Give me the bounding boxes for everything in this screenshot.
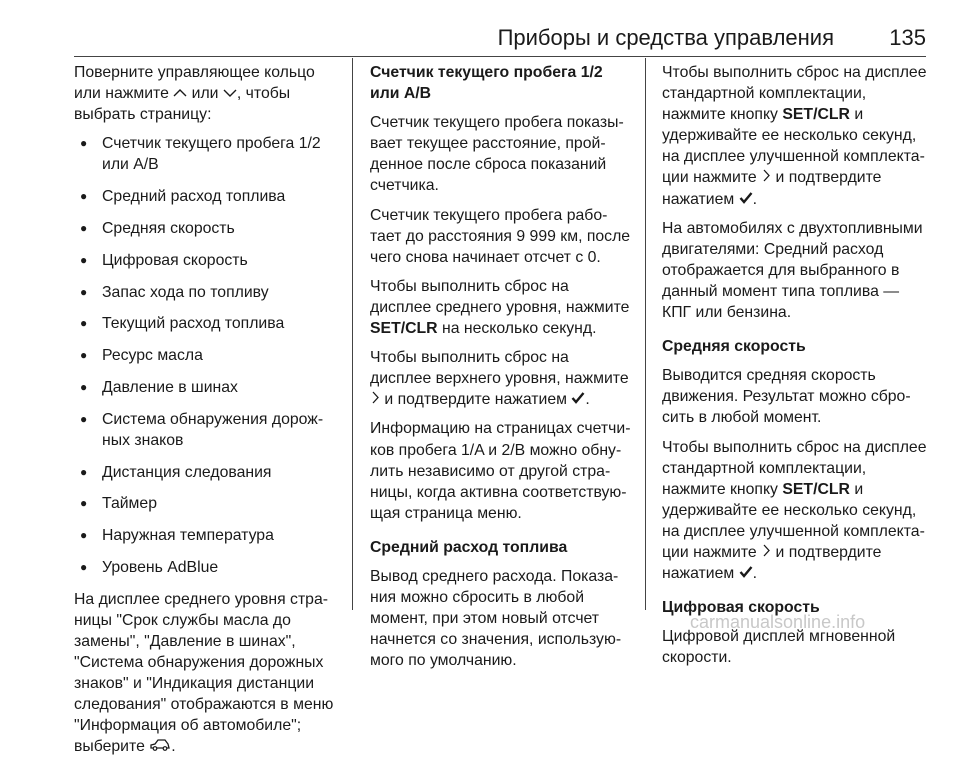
page-header [74,22,926,54]
paragraph: Выводится средняя скорость движения. Результат можно сбросить в любой момент. [662,367,911,427]
check-icon [571,389,585,410]
list-item: ● Ресурс масла [74,345,344,366]
watermark: carmanualsonline.info [690,612,866,632]
list-item: ● Уровень AdBlue [74,557,344,578]
list-item: ● Давление в шинах [74,377,344,398]
paragraph: Счетчик текущего пробега работает до расстояния 9 999 км, после чего снова начинает отсчет с 0. [370,206,631,266]
paragraph: Информацию на страницах счетчиков пробега 1/A и 2/B можно обнулить независимо от другой страницы, когда активна соответствующая страница меню. [370,420,631,522]
list-item: ● Система обнаружения дорожных знаков [74,409,344,451]
column-divider [352,58,353,610]
paragraph: Чтобы выполнить сброс на дисплее верхнего уровня, нажмите и подтвердите нажатием . [370,347,632,410]
car-icon [149,736,171,757]
page-number: 135 [889,25,926,50]
paragraph: Чтобы выполнить сброс на дисплее стандартной комплектации, нажмите кнопку SET/CLR и удерживайте ее несколько секунд, на дисплее улучшенной комплектации нажмите и подтвердите нажатием . [662,62,928,210]
list-item: ● Цифровая скорость [74,250,344,271]
column-2 [370,62,632,679]
check-icon [739,563,753,584]
list-item: ● Таймер [74,493,344,514]
paragraph: Счетчик текущего пробега показывает текущее расстояние, пройденное после сброса показаний счетчика. [370,114,624,195]
list-item: ● Запас хода по топливу [74,282,344,303]
intro-paragraph: Поверните управляющее кольцо или нажмите или , чтобы выбрать страницу: [74,64,315,124]
column-3 [662,62,928,676]
chevron-up-icon [173,83,187,104]
page-list [74,133,344,578]
set-clr-label: SET/CLR [782,480,850,498]
set-clr-label: SET/CLR [370,320,438,338]
list-item: ● Средний расход топлива [74,186,344,207]
paragraph: Чтобы выполнить сброс на дисплее стандартной комплектации, нажмите кнопку SET/CLR и удерживайте ее несколько секунд, на дисплее улучшенной комплектации нажмите и подтвердите нажатием . [662,437,928,585]
paragraph: На автомобилях с двухтопливными двигателями: Средний расход отображается для выбранного в данный момент типа топлива — КПГ или бензина. [662,219,923,322]
paragraph: Чтобы выполнить сброс на дисплее среднего уровня, нажмите SET/CLR на несколько секунд. [370,277,630,338]
list-item: ● Текущий расход топлива [74,313,344,334]
column-1 [74,62,344,765]
list-item: ● Дистанция следования [74,462,344,483]
list-item: ● Средняя скорость [74,218,344,239]
page-title: Приборы и средства управления [497,25,834,50]
chevron-right-icon [761,167,771,188]
section-heading: Счетчик текущего пробега 1/2 или A/B [370,64,603,103]
section-heading: Средняя скорость [662,338,806,356]
chevron-right-icon [370,389,380,410]
outro-paragraph: На дисплее среднего уровня страницы "Срок службы масла до замены", "Давление в шинах", "Система обнаружения дорожных знаков" и "Индикация дистанции следования" отображаются в меню "Информация об автомобиле"; выберите . [74,589,344,758]
section-heading: Цифровая скорость [662,599,820,617]
paragraph: Вывод среднего расхода. Показания можно сбросить в любой момент, при этом новый отсчет начнется со значения, используюмого по умолчанию. [370,567,622,670]
list-item: ● Счетчик текущего пробега 1/2 или A/B [74,133,344,175]
section-heading: Средний расход топлива [370,538,568,556]
header-divider [74,56,926,57]
paragraph: Цифровой дисплей мгновенной скорости. [662,628,896,667]
column-divider [645,58,646,610]
check-icon [739,189,753,210]
chevron-down-icon [223,83,237,104]
list-item: ● Наружная температура [74,525,344,546]
chevron-right-icon [761,542,771,563]
set-clr-label: SET/CLR [782,106,850,124]
